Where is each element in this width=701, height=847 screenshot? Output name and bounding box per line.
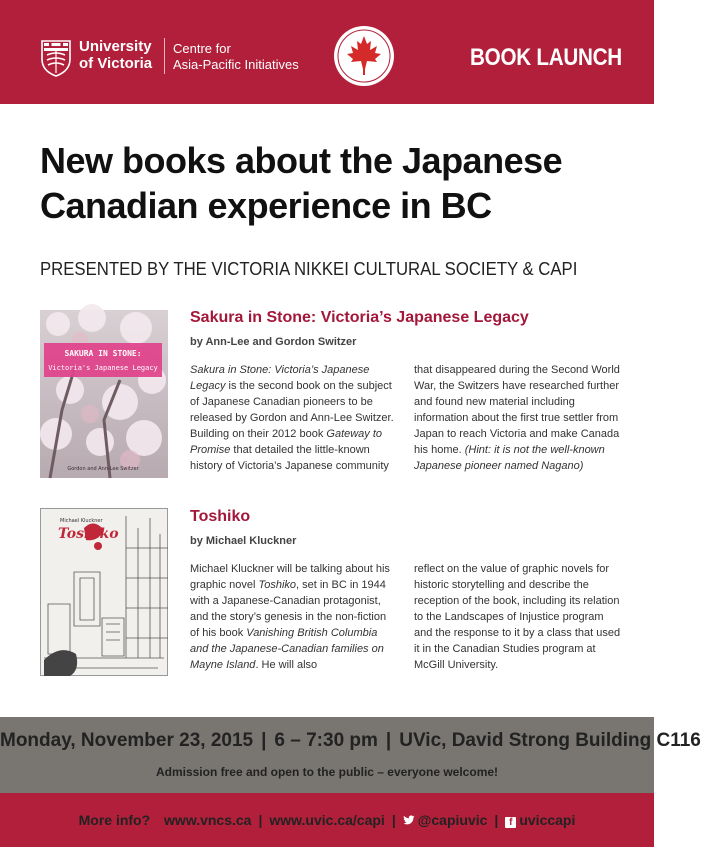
toshiko-cover xyxy=(40,508,168,676)
book-1-col1-part4: that detailed the little-known history of Victoria’s Japanese community xyxy=(190,444,389,472)
cover-1-title: SAKURA IN STONE: xyxy=(64,349,142,358)
book-2-col1-part5: . He will also xyxy=(255,659,318,671)
cover-1-authors: Gordon and Ann-Lee Switzer xyxy=(67,466,139,472)
book-1-author: by Ann-Lee and Gordon Switzer xyxy=(190,336,357,348)
book-2-col1-part3: , set in BC in 1944 with a Japanese-Canadian protagonist, and the story’s genesis in the non-fiction of his book xyxy=(190,579,387,639)
event-time: 6 – 7:30 pm xyxy=(274,730,378,751)
sakura-in-stone-cover xyxy=(40,310,168,478)
book-2-col1-part2: Toshiko xyxy=(258,579,297,591)
twitter-link[interactable] xyxy=(403,812,488,828)
facebook-icon: f xyxy=(505,817,516,828)
book-2-description-col2 xyxy=(414,561,624,673)
book-1-description-col2 xyxy=(414,362,624,474)
facebook-handle: uviccapi xyxy=(519,812,576,828)
facebook-link[interactable] xyxy=(505,812,575,828)
cover-2-title: Toshiko xyxy=(58,526,119,542)
book-2-description-col1 xyxy=(190,561,397,673)
footer-links xyxy=(0,812,654,828)
book-1-col2-part2: (Hint: it is not the well-known Japanese pioneer named Nagano) xyxy=(414,444,605,472)
page-title xyxy=(40,138,640,228)
book-2-col1-part1: Michael Kluckner will be talking about his graphic novel xyxy=(190,563,390,591)
uvic-crest-icon xyxy=(40,37,72,77)
cover-2-author: Michael Kluckner xyxy=(60,518,103,524)
book-2-title: Toshiko xyxy=(190,508,251,525)
event-date: Monday, November 23, 2015 xyxy=(0,730,254,751)
event-separator-2: | xyxy=(385,730,392,751)
title-line-2: Canadian experience in BC xyxy=(40,185,492,226)
centre-line-1: Centre for xyxy=(173,41,231,56)
event-location: UVic, David Strong Building C116 xyxy=(399,730,701,751)
university-name xyxy=(79,38,152,72)
title-line-1: New books about the Japanese xyxy=(40,140,563,181)
book-1-title: Sakura in Stone: Victoria’s Japanese Legacy xyxy=(190,309,529,326)
book-2-author: by Michael Kluckner xyxy=(190,535,297,547)
book-2-col1-part4: Vanishing British Columbia and the Japanese-Canadian families on Mayne Island xyxy=(190,627,384,671)
footer-separator-3: | xyxy=(494,812,499,828)
header-banner xyxy=(0,0,654,104)
university-line-1: University xyxy=(79,38,152,55)
event-separator-1: | xyxy=(261,730,267,751)
capi-link[interactable]: www.uvic.ca/capi xyxy=(269,812,385,828)
book-1-col2-part1: that disappeared during the Second World War, the Switzers have researched further and found new material including information about the first true settler from Japan to reach Victoria and make Canada his home. xyxy=(414,364,620,456)
twitter-bird-icon xyxy=(403,814,415,826)
footer-separator-1: | xyxy=(258,812,263,828)
presenter-line: PRESENTED BY THE VICTORIA NIKKEI CULTURAL SOCIETY & CAPI xyxy=(40,259,578,279)
book-1-col1-part1: Sakura in Stone: Victoria’s Japanese Legacy xyxy=(190,364,370,392)
footer-separator-2: | xyxy=(391,812,396,828)
vncs-maple-leaf-logo xyxy=(333,25,395,87)
more-info-label: More info? xyxy=(78,812,151,828)
book-launch-label: BOOK LAUNCH xyxy=(470,44,622,71)
event-details xyxy=(0,730,701,752)
book-1-col1-part2: is the second book on the subject of Japanese Canadian pioneers to be released by Gordon and Ann-Lee Switzer. Building on their 2012 book xyxy=(190,380,394,440)
vncs-link[interactable]: www.vncs.ca xyxy=(164,812,252,828)
centre-name xyxy=(173,41,299,73)
header-divider xyxy=(164,38,165,74)
university-line-2: of Victoria xyxy=(79,55,153,72)
book-1-description-col1 xyxy=(190,362,397,474)
cover-1-subtitle: Victoria's Japanese Legacy xyxy=(48,364,158,372)
admission-note: Admission free and open to the public – everyone welcome! xyxy=(155,765,499,779)
event-band xyxy=(0,717,654,793)
centre-line-2: Asia-Pacific Initiatives xyxy=(173,57,299,72)
book-2-col2-part1: reflect on the value of graphic novels for historic storytelling and describe the reception of the book, including its relation to the Landscapes of Injustice program and the response to it by a class that used it in the Canadian Studies program at McGill University. xyxy=(414,563,621,671)
book-1-col1-part3: Gateway to Promise xyxy=(190,428,383,456)
twitter-handle: @capiuvic xyxy=(417,812,488,828)
